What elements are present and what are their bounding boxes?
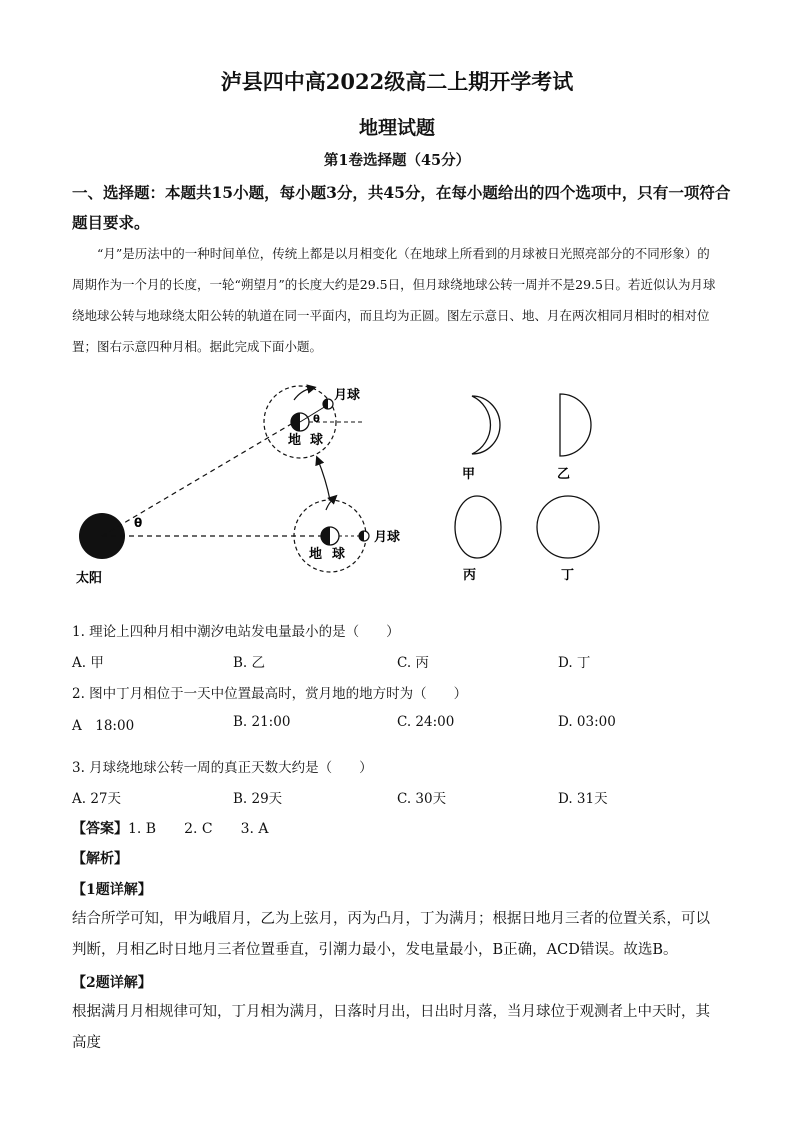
phase-yi-label: 乙 — [557, 467, 571, 482]
moon-label-upper: 月球 — [334, 388, 361, 403]
phase-bing-gibbous — [455, 496, 501, 558]
question-2-option-d: D. 03:00 — [558, 714, 616, 730]
orbit-arrow-upper — [294, 388, 312, 400]
exam-title: 泸县四中高2022级高二上期开学考试 — [220, 69, 574, 94]
question-3-option-d: D. 31天 — [558, 791, 608, 807]
moon-label-lower: 月球 — [374, 530, 401, 545]
question-2-stem: 2. 图中丁月相位于一天中位置最高时，赏月地的地方时为（ ） — [72, 686, 468, 702]
sun-earth-moon-figure — [0, 370, 794, 600]
sun-earth-line-1 — [102, 420, 298, 536]
sun-label: 太阳 — [76, 571, 103, 586]
volume-title: 第1卷选择题（45分） — [323, 152, 471, 169]
phase-ding-label: 丁 — [561, 568, 575, 583]
earth-lower-shade — [321, 527, 330, 545]
question-3-option-c: C. 30天 — [397, 791, 447, 807]
analysis-label: 【解析】 — [72, 851, 128, 867]
earth-label-upper-1: 地 — [288, 433, 302, 448]
question-3-option-a: A. 27天 — [72, 791, 122, 807]
earth-label-upper-2: 球 — [310, 433, 324, 448]
earth-upper-shade — [291, 413, 300, 431]
question-1-option-c: C. 丙 — [397, 655, 429, 671]
q1-detail-text: 结合所学可知，甲为峨眉月，乙为上弦月，丙为凸月，丁为满月；根据日地月三者的位置关系，可以判断，月相乙时日地月三者位置垂直，引潮力最小，发电量最小，B正确，ACD错误。故选B。 — [72, 911, 710, 958]
answer-text: 1. B 2. C 3. A — [128, 821, 269, 837]
question-1-stem: 1. 理论上四种月相中潮汐电站发电量最小的是（ ） — [72, 624, 400, 640]
theta-label-2: θ — [313, 414, 320, 425]
question-3-option-b: B. 29天 — [233, 791, 283, 807]
question-1-option-a: A. 甲 — [72, 655, 104, 671]
question-1-option-d: D. 丁 — [558, 655, 591, 671]
section-heading: 一、选择题：本题共15小题，每小题3分，共45分，在每小题给出的四个选项中，只有一项符合题目要求。 — [72, 183, 731, 232]
question-2-option-b: B. 21:00 — [233, 714, 291, 730]
subject-title: 地理试题 — [358, 117, 435, 139]
phase-ding-full — [537, 496, 599, 558]
question-2-option-a: A 18:00 — [72, 718, 135, 734]
earth-label-lower-2: 球 — [332, 547, 346, 562]
question-1-option-b: B. 乙 — [233, 655, 266, 671]
q1-detail-label: 【1题详解】 — [72, 882, 152, 898]
intro-paragraph: “月”是历法中的一种时间单位，传统上都是以月相变化（在地球上所看到的月球被日光照亮部分的不同形象）的周期作为一个月的长度，一轮“朔望月”的长度大约是29.5日，但月球绕地球公转一周并不是29.5日。若近似认为月球绕地球公转与地球绕太阳公转的轨道在同一平面内，而且均为正圆。图左示意日、地、月在两次相同月相时的相对位置；图右示意四种月相。据此完成下面小题。 — [72, 246, 716, 354]
phase-jia-crescent — [472, 396, 500, 454]
question-2-option-c: C. 24:00 — [397, 714, 455, 730]
earth-label-lower-1: 地 — [309, 547, 323, 562]
phase-yi-quarter — [560, 394, 591, 456]
phase-bing-label: 丙 — [463, 568, 477, 583]
answer-label: 【答案】 — [72, 821, 128, 837]
theta-label-1: θ — [134, 516, 143, 530]
q2-detail-label: 【2题详解】 — [72, 975, 152, 991]
q2-detail-text: 根据满月月相规律可知，丁月相为满月，日落时月出，日出时月落，当月球位于观测者上中天时，其高度 — [72, 1004, 710, 1051]
earth-revolution-arrow — [318, 460, 330, 500]
question-3-stem: 3. 月球绕地球公转一周的真正天数大约是（ ） — [72, 760, 373, 776]
phase-jia-label: 甲 — [462, 467, 476, 482]
